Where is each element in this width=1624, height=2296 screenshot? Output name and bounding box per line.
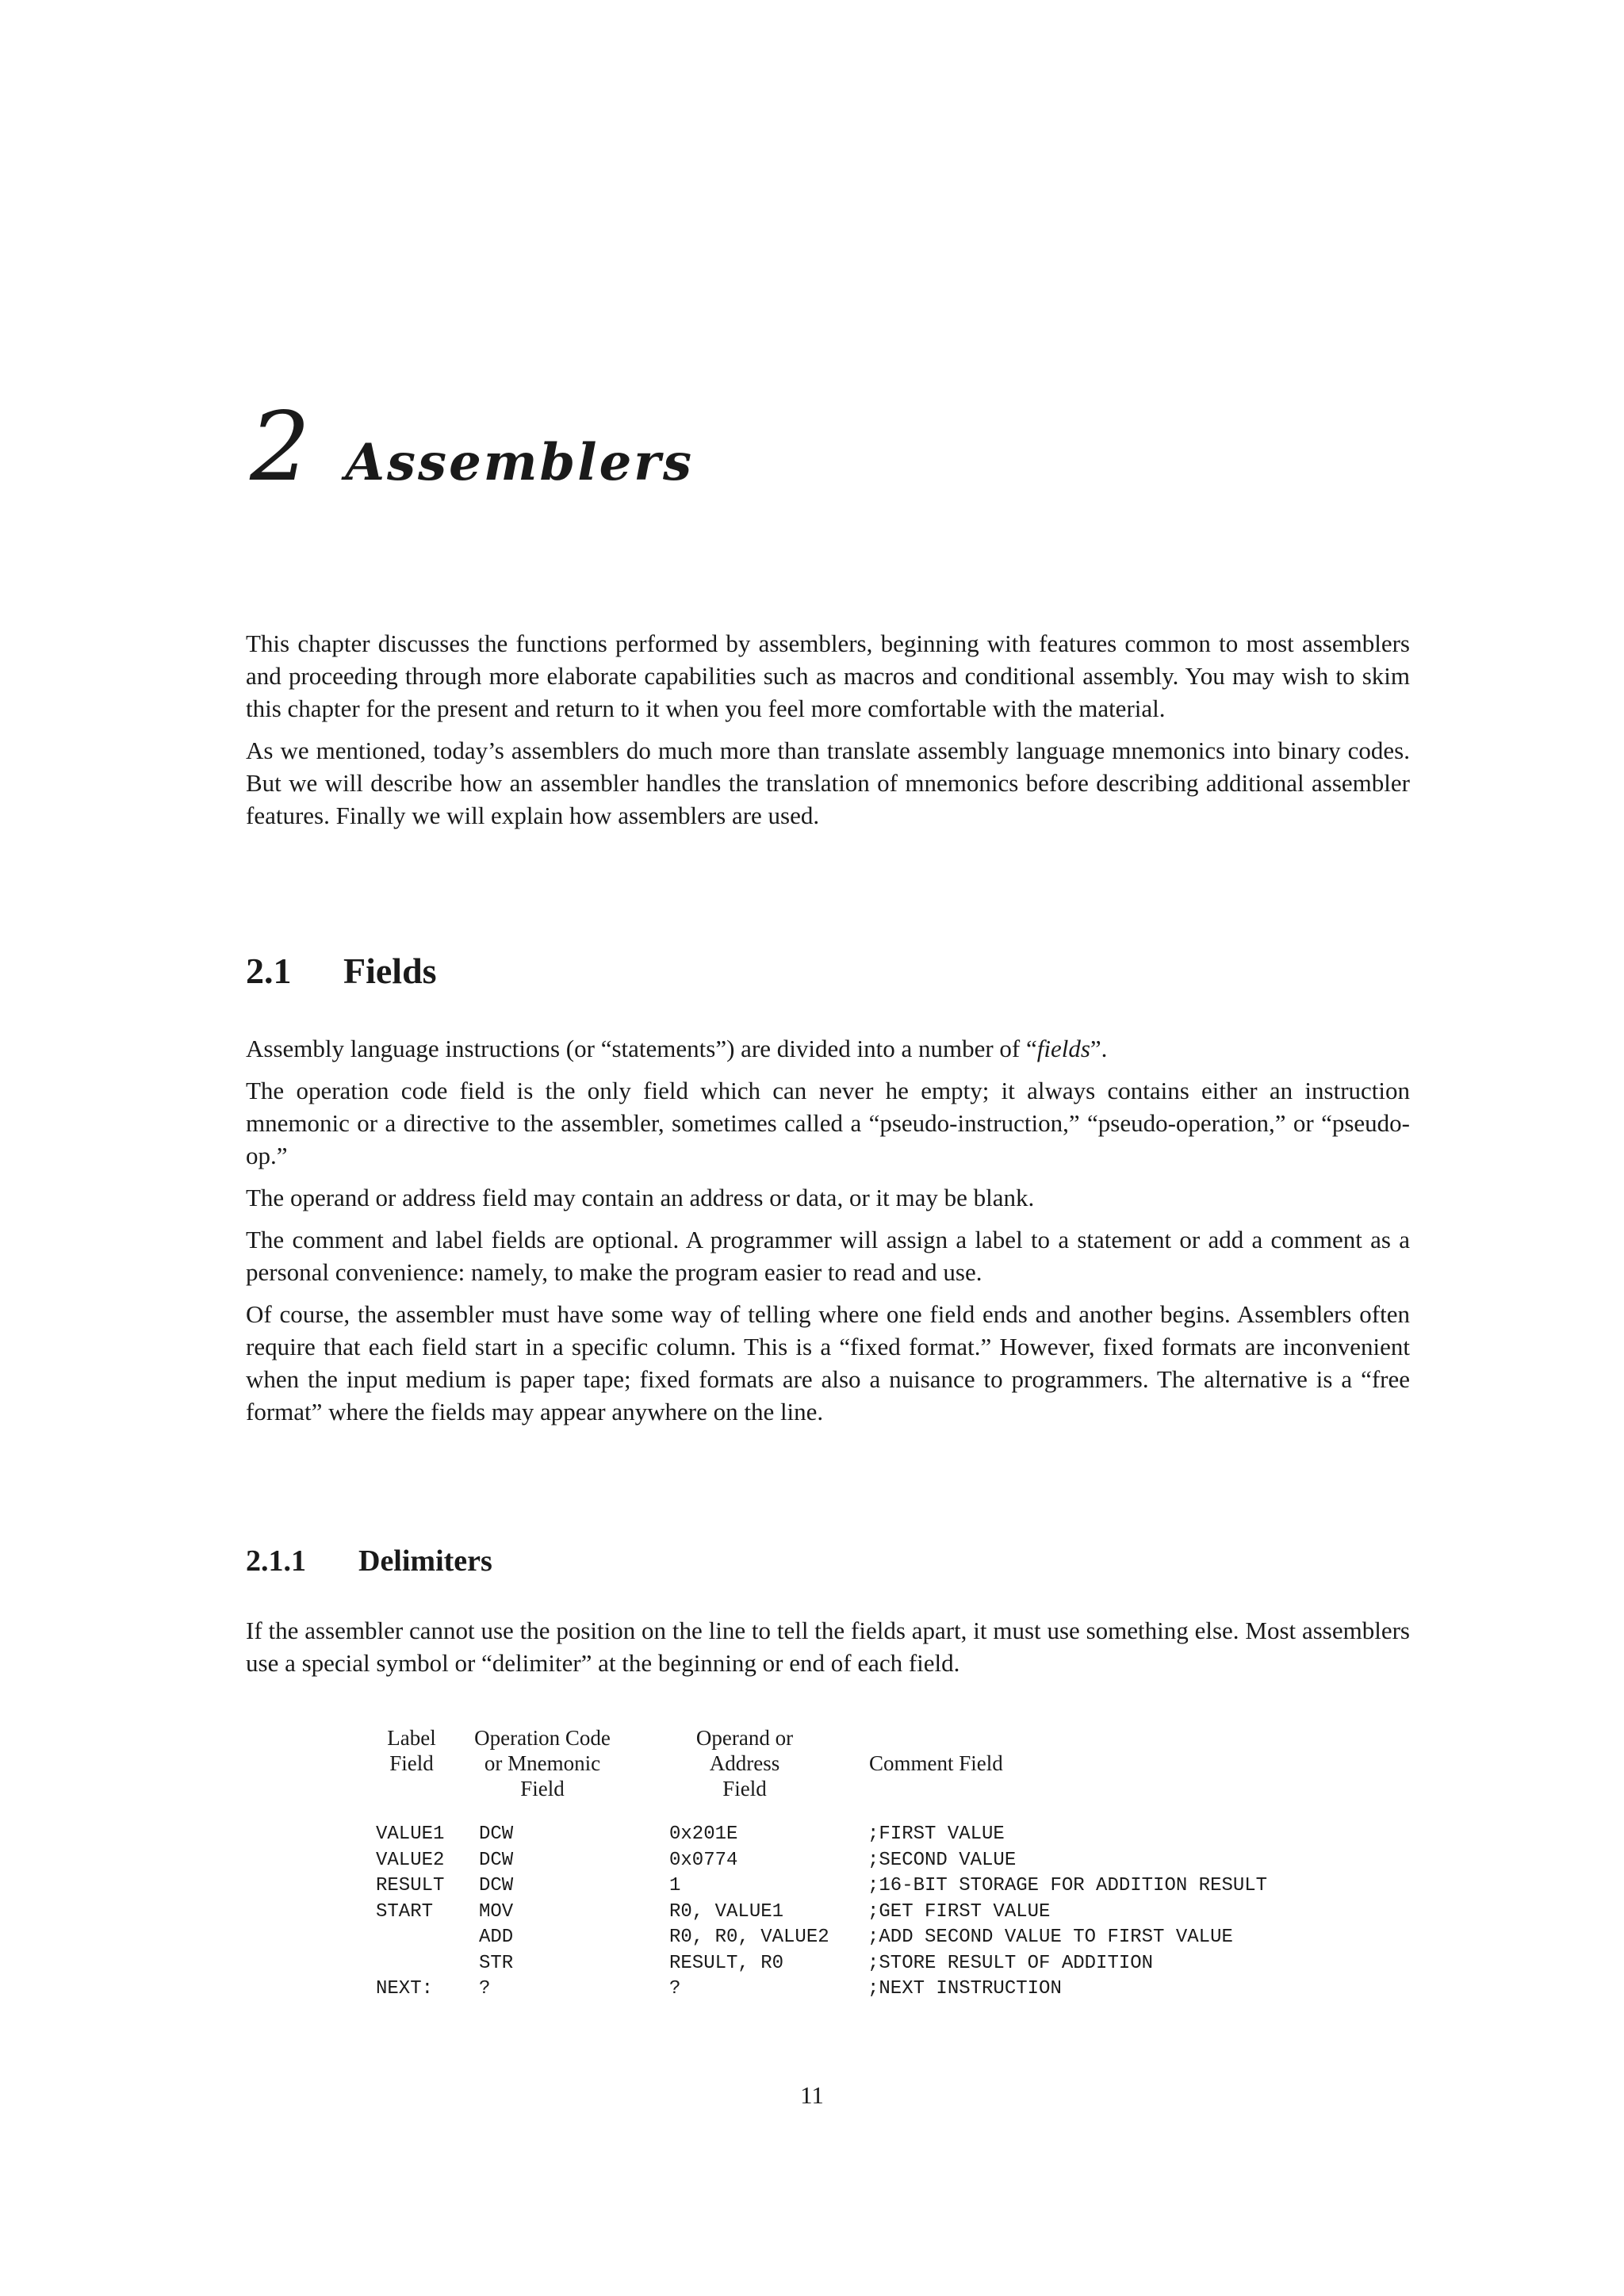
code-label: VALUE1 (376, 1823, 445, 1845)
code-line (376, 1951, 1407, 1977)
comment-field-header: Comment Field (869, 1751, 1003, 1775)
code-label (376, 1925, 479, 1951)
code-comment: ;NEXT INSTRUCTION (868, 1978, 1062, 1999)
section-paragraph: Of course, the assembler must have some way of telling where one field ends and another begins. Assemblers often require that each field start in a specific column. This is a “fixed format.” However, fixed formats are inconvenient when the input medium is paper tape; fixed formats are also a nuisance to programmers. The alternative is a “free format” where the fields may appear anywhere on the line. (246, 1300, 1410, 1425)
code-comment: ;STORE RESULT OF ADDITION (868, 1952, 1154, 1974)
text-run: ”. (1090, 1035, 1108, 1062)
code-operand: 0x201E (669, 1823, 738, 1845)
code-label: START (376, 1900, 434, 1923)
code-mnemonic: ADD (479, 1927, 514, 1948)
section-paragraph: The operand or address field may contain an address or data, or it may be blank. (246, 1184, 1035, 1211)
code-operand: R0, R0, VALUE2 (669, 1927, 829, 1948)
subsection-number: 2.1.1 (246, 1544, 306, 1578)
section-paragraph: The comment and label fields are optional. A programmer will assign a label to a statement or add a comment as a personal convenience: namely, to make the program easier to read and use. (246, 1226, 1410, 1286)
label-field-header: Label Field (387, 1726, 436, 1775)
code-operand: ? (669, 1978, 681, 1999)
code-line (376, 1900, 1407, 1926)
section-paragraph (246, 1032, 1410, 1065)
chapter-heading (250, 392, 695, 503)
code-operand: RESULT, R0 (669, 1952, 784, 1974)
subsection-heading (246, 1544, 492, 1578)
section-text (246, 1032, 1410, 1428)
code-label: NEXT: (376, 1978, 434, 1999)
code-line (376, 1848, 1407, 1874)
code-mnemonic: DCW (479, 1823, 514, 1845)
code-operand: 1 (669, 1875, 681, 1896)
code-mnemonic: DCW (479, 1849, 514, 1871)
intro-paragraph: This chapter discusses the functions performed by assemblers, beginning with features common to most assemblers and proceeding through more elaborate capabilities such as macros and conditional assembly. You may wish to skim this chapter for the present and return to it when you feel more comfortable with the material. (246, 629, 1410, 722)
code-operand: R0, VALUE1 (669, 1900, 784, 1923)
code-mnemonic: DCW (479, 1875, 514, 1896)
code-comment: ;SECOND VALUE (868, 1849, 1017, 1871)
code-mnemonic: STR (479, 1952, 514, 1974)
code-line (376, 1822, 1407, 1848)
code-header-row (376, 1725, 1407, 1801)
code-comment: ;ADD SECOND VALUE TO FIRST VALUE (868, 1927, 1233, 1948)
intro-paragraph: As we mentioned, today’s assemblers do much more than translate assembly language mnemonics into binary codes. But we will describe how an assembler handles the translation of mnemonics before describing additional assembler features. Finally we will explain how assemblers are used. (246, 737, 1410, 829)
operand-field-header: Operand or Address Field (695, 1726, 794, 1800)
intro-text (246, 627, 1410, 832)
emphasis-text: fields (1036, 1035, 1090, 1062)
subsection-title: Delimiters (358, 1544, 492, 1578)
subsection-paragraph: If the assembler cannot use the position on the line to tell the fields apart, it must use something else. Most assemblers use a special symbol or “delimiter” at the beginning or end of each field. (246, 1617, 1410, 1677)
code-line (376, 1873, 1407, 1900)
code-line (376, 1976, 1407, 2003)
code-label: VALUE2 (376, 1849, 445, 1871)
code-operand: 0x0774 (669, 1849, 738, 1871)
code-comment: ;GET FIRST VALUE (868, 1900, 1051, 1923)
code-label (376, 1951, 479, 1977)
page-number: 11 (800, 2081, 824, 2109)
code-lines (376, 1822, 1407, 2003)
subsection-text (246, 1614, 1410, 1679)
section-paragraph: The operation code field is the only field which can never he empty; it always contains either an instruction mnemonic or a directive to the assembler, sometimes called a “pseudo-instruction,” “pseudo-operation,” or “pseudo-op.” (246, 1077, 1410, 1169)
chapter-title: Assemblers (345, 433, 695, 492)
code-comment: ;FIRST VALUE (868, 1823, 1005, 1845)
code-comment: ;16-BIT STORAGE FOR ADDITION RESULT (868, 1875, 1268, 1896)
chapter-number: 2 (250, 392, 311, 503)
section-heading (246, 950, 437, 992)
code-example (376, 1725, 1407, 2003)
code-line (376, 1925, 1407, 1951)
code-mnemonic: MOV (479, 1900, 514, 1923)
section-number: 2.1 (246, 951, 292, 991)
opcode-field-header: Operation Code or Mnemonic Field (474, 1726, 611, 1800)
section-title: Fields (343, 951, 437, 991)
code-label: RESULT (376, 1875, 445, 1896)
text-run: Assembly language instructions (or “statements”) are divided into a number of “ (246, 1035, 1037, 1062)
code-mnemonic: ? (479, 1978, 491, 1999)
